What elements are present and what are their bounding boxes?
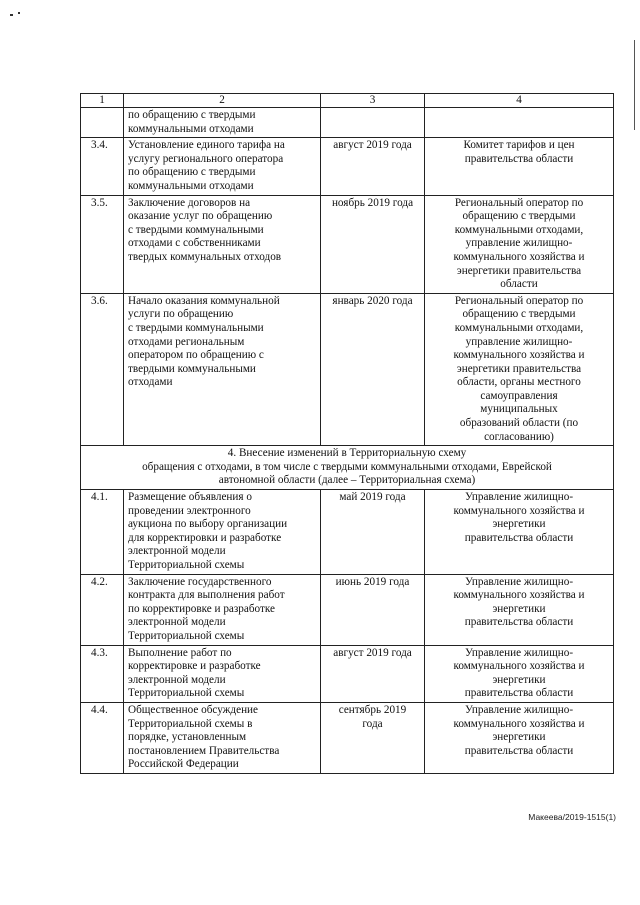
table-row (81, 645, 614, 702)
column-header: 2 (124, 94, 321, 108)
responsible-cell-line: муниципальных (480, 403, 558, 416)
section-heading-row (81, 446, 614, 490)
action-cell (124, 195, 321, 293)
deadline-cell (321, 108, 425, 138)
deadline-cell-line: май 2019 года (339, 491, 406, 504)
responsible-cell (425, 138, 614, 195)
action-cell-line: оператором по обращению с (128, 349, 264, 362)
responsible-cell-line: коммунального хозяйства и (453, 589, 585, 602)
responsible-cell-line: правительства области (464, 152, 574, 165)
deadline-cell-line: ноябрь 2019 года (331, 196, 414, 209)
responsible-cell-line: Региональный оператор по (454, 196, 584, 209)
action-cell-line: порядке, установленным (128, 731, 247, 744)
item-number: 3.5. (81, 195, 124, 293)
responsible-cell-line: Управление жилищно- (464, 491, 574, 504)
responsible-cell-line: коммунальными отходами, (454, 223, 584, 236)
responsible-cell-line: обращению с твердыми (462, 210, 576, 223)
deadline-cell (321, 138, 425, 195)
responsible-cell-line: области (500, 278, 538, 291)
table-header-row (81, 94, 614, 108)
action-cell-line: электронной модели (128, 545, 226, 558)
responsible-cell-line: коммунального хозяйства и (453, 717, 585, 730)
deadline-cell (321, 702, 425, 773)
item-number: 3.4. (81, 138, 124, 195)
responsible-cell (425, 195, 614, 293)
activity-table (80, 93, 614, 774)
table-row (81, 108, 614, 138)
deadline-cell-line: январь 2020 года (332, 294, 413, 307)
responsible-cell-line: энергетики (492, 602, 546, 615)
responsible-cell (425, 293, 614, 446)
action-cell-line: Территориальной схемы (128, 629, 245, 642)
responsible-cell-line: коммунального хозяйства и (453, 250, 585, 263)
action-cell-line: с твердыми коммунальными (128, 321, 264, 334)
column-header: 4 (425, 94, 614, 108)
table-row (81, 195, 614, 293)
responsible-cell-line: правительства области (464, 531, 574, 544)
section-heading-line: автономной области (далее – Территориальная схема) (218, 474, 476, 487)
action-cell (124, 574, 321, 645)
action-cell-line: Начало оказания коммунальной (128, 294, 280, 307)
action-cell-line: с твердыми коммунальными (128, 223, 264, 236)
responsible-cell-line: Управление жилищно- (464, 646, 574, 659)
action-cell-line: твердыми коммунальными (128, 362, 256, 375)
action-cell-line: Территориальной схемы (128, 559, 245, 571)
table-row (81, 490, 614, 575)
responsible-cell-line: образований области (по (459, 417, 579, 430)
responsible-cell (425, 645, 614, 702)
section-heading-line: 4. Внесение изменений в Территориальную схему (227, 447, 467, 460)
section-heading (81, 446, 614, 490)
table-row (81, 138, 614, 195)
action-cell (124, 490, 321, 575)
responsible-cell-line: энергетики (492, 731, 546, 744)
responsible-cell-line: Управление жилищно- (464, 703, 574, 716)
column-header: 1 (81, 94, 124, 108)
responsible-cell-line: энергетики (492, 518, 546, 531)
responsible-cell-line: энергетики правительства (456, 264, 582, 277)
section-heading-line: обращения с отходами, в том числе с твердыми коммунальными отходами, Еврейской (142, 460, 552, 473)
deadline-cell-line: август 2019 года (333, 646, 412, 659)
action-cell-line: по обращению с твердыми (128, 109, 256, 121)
table-row (81, 574, 614, 645)
responsible-cell-line: энергетики (492, 673, 546, 686)
scan-artifact-mark (18, 12, 20, 14)
deadline-cell (321, 293, 425, 446)
deadline-cell-line: сентябрь 2019 (338, 703, 407, 716)
item-number: 3.6. (81, 293, 124, 446)
responsible-cell-line: Управление жилищно- (464, 575, 574, 588)
responsible-cell-line: управление жилищно- (465, 237, 573, 250)
column-header: 3 (321, 94, 425, 108)
action-cell-line: Установление единого тарифа на (128, 139, 285, 152)
action-cell (124, 702, 321, 773)
action-cell-line: электронной модели (128, 673, 226, 686)
action-cell-line: Выполнение работ по (128, 646, 232, 659)
action-cell-line: Российской Федерации (128, 758, 239, 771)
action-cell-line: проведении электронного (128, 504, 251, 517)
scan-artifact-mark (10, 14, 13, 16)
responsible-cell (425, 574, 614, 645)
action-cell-line: отходами с собственниками (128, 237, 261, 250)
action-cell (124, 293, 321, 446)
responsible-cell (425, 702, 614, 773)
deadline-cell-line: июнь 2019 года (335, 575, 410, 588)
responsible-cell-line: согласованию) (484, 430, 554, 443)
action-cell-line: твердых коммунальных отходов (128, 250, 282, 263)
action-cell-line: Заключение договоров на (128, 196, 251, 209)
action-cell-line: коммунальными отходами (128, 122, 254, 135)
item-number: 4.4. (81, 702, 124, 773)
deadline-cell-line: года (362, 717, 383, 730)
responsible-cell-line: области, органы местного (457, 376, 581, 389)
action-cell-line: отходами (128, 376, 173, 389)
responsible-cell (425, 490, 614, 575)
action-cell-line: Территориальной схемы в (128, 717, 253, 730)
action-cell-line: Территориальной схемы (128, 687, 245, 700)
responsible-cell-line: коммунального хозяйства и (453, 349, 585, 362)
responsible-cell-line: самоуправления (480, 389, 558, 402)
deadline-cell (321, 645, 425, 702)
action-cell-line: Заключение государственного (128, 575, 272, 588)
action-cell (124, 108, 321, 138)
action-cell-line: для корректировки и разработке (128, 531, 282, 544)
responsible-cell-line: обращению с твердыми (462, 308, 576, 321)
responsible-cell-line: Комитет тарифов и цен (463, 139, 575, 152)
deadline-cell (321, 195, 425, 293)
responsible-cell-line: правительства области (464, 616, 574, 629)
action-cell-line: Размещение объявления о (128, 491, 252, 504)
scan-edge-line (634, 40, 635, 130)
action-cell-line: услугу регионального оператора (128, 152, 284, 165)
responsible-cell-line: Региональный оператор по (454, 294, 584, 307)
item-number: 4.2. (81, 574, 124, 645)
action-cell-line: оказание услуг по обращению (128, 210, 273, 223)
responsible-cell-line: правительства области (464, 687, 574, 700)
action-cell-line: постановлением Правительства (128, 744, 280, 757)
table-row (81, 293, 614, 446)
action-cell (124, 138, 321, 195)
action-cell-line: Общественное обсуждение (128, 703, 259, 716)
action-cell-line: аукциона по выбору организации (128, 518, 288, 531)
item-number: 4.3. (81, 645, 124, 702)
action-cell-line: коммунальными отходами (128, 179, 254, 192)
action-cell-line: электронной модели (128, 616, 226, 629)
responsible-cell-line: управление жилищно- (465, 335, 573, 348)
action-cell-line: по корректировке и разработке (128, 602, 276, 615)
action-cell-line: контракта для выполнения работ (128, 589, 285, 602)
action-cell-line: корректировке и разработке (128, 660, 261, 673)
responsible-cell-line: правительства области (464, 744, 574, 757)
responsible-cell-line: коммунальными отходами, (454, 321, 584, 334)
action-cell-line: по обращению с твердыми (128, 166, 256, 179)
deadline-cell-line: август 2019 года (333, 139, 412, 152)
action-cell-line: отходами региональным (128, 335, 245, 348)
table-row (81, 702, 614, 773)
responsible-cell-line: коммунального хозяйства и (453, 504, 585, 517)
deadline-cell (321, 490, 425, 575)
responsible-cell-line: коммунального хозяйства и (453, 660, 585, 673)
responsible-cell (425, 108, 614, 138)
document-footer-code: Макеева/2019-1515(1) (528, 812, 616, 822)
deadline-cell (321, 574, 425, 645)
responsible-cell-line: энергетики правительства (456, 362, 582, 375)
action-cell (124, 645, 321, 702)
action-cell-line: услуги по обращению (128, 308, 234, 321)
item-number: 4.1. (81, 490, 124, 575)
item-number (81, 108, 124, 138)
